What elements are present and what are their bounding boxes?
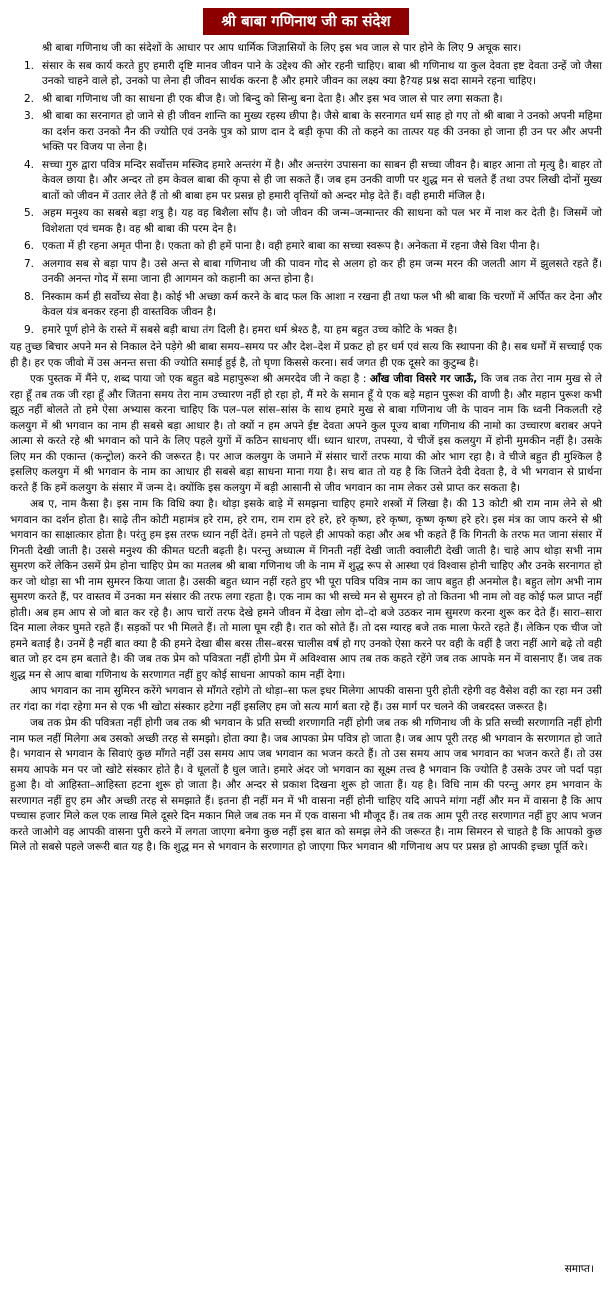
paragraph-desire: आप भगवान का नाम सुमिरन करेंगे भगवान से माँगते रहोगे तो थोड़ा–सा फल इधर मिलेगा आपकी वासना पुरी होती रहेगी वह वैसेश वही का रहा मन उसी तर गंदा का गंदा रहेगा मन से एक भी खोटा संस्कार हटेगा नहीं इसलिए हम जो सत्य मार्ग बता रहे हैं। उस मार्ग पर चलने की जबरदस्त जरूरत है। xyxy=(10,685,602,713)
list-item xyxy=(10,158,602,205)
list-item-text: श्री बाबा गणिनाथ जी का साधना ही एक बीज है। जो बिन्दु को सिन्धु बना देता है। और इस भव जाल से पार लगा सकता है। xyxy=(42,92,503,105)
numbered-points-list xyxy=(10,59,602,339)
end-note: समाप्त। xyxy=(564,1263,594,1275)
list-item-text: अलगाव सब से बड़ा पाप है। उसे अन्त से बाबा गणिनाथ जी की पावन गोद से अलग हो कर ही हम जन्म मरन की जलती आग में झुलसते रहते हैं। उनकी अनन्त गोद में समा जाना ही आगमन को कहानी का अन्त होना है। xyxy=(42,257,602,285)
list-number: 6. xyxy=(24,240,35,252)
list-item xyxy=(10,290,602,321)
list-item-text: अहम मनुश्य का सबसे बड़ा शत्रु है। यह वह बिशैला साँप है। जो जीवन की जन्म–जन्मान्तर की साधना को पल भर में नाश कर देती है। जिसमें जो विशेशता एवं चमक है। वह श्री बाबा की परम देन है। xyxy=(42,207,602,235)
list-number: 4. xyxy=(24,158,35,171)
list-number: 2. xyxy=(24,92,35,105)
page-title: श्री बाबा गणिनाथ जी का संदेश xyxy=(203,8,408,35)
list-item xyxy=(10,323,602,339)
intro-text: श्री बाबा गणिनाथ जी का संदेशों के आधार पर आप धार्मिक जिज्ञासियों के लिए इस भव जाल से पार होने के लिए 9 अचूक सार। xyxy=(42,42,522,54)
list-number: 7. xyxy=(24,257,35,270)
list-item xyxy=(10,239,602,255)
list-item-text: निस्काम कर्म ही सर्वोच्य सेवा है। कोई भी अच्छा कर्म करने के बाद फल कि आशा न रखना ही तथा फल भी श्री बाबा कि चरणों में अर्पित कर देना और केवल यंत्र बनकर रहना ही वास्तविक जीवन है। xyxy=(42,290,602,318)
bold-quote: आँख जीवा विसरे गर जाऊँ, xyxy=(370,373,478,385)
quote-intro-text: एक पुस्तक में मैंने ए, शब्द पाया जो एक बहुत बडे महापुरूश श्री अमरदेव जी ने कहा है : xyxy=(30,373,367,385)
list-item xyxy=(10,257,602,288)
list-item xyxy=(10,109,602,156)
title-banner xyxy=(10,8,602,35)
list-number: 9. xyxy=(24,323,35,336)
list-item xyxy=(10,59,602,90)
quote-explanation-text: कि जब तक तेरा नाम मुख से ले रहा हूँ तब तक जी रहा हूँ और जितना समय तेरा नाम उच्चारण नहीं हो रहा हो, मैं मरे के समान हूँ ये एक बड़े महान पुरूश की वाणी है। और महान पुरूश कभी झूठ नहीं बोलते तो हमे ऐसा अभ्यास करना चाहिए कि पल–पल सांस–सांस के साथ हमारे मुख से बाबा गणिनाथ जी के पावन नाम कि ध्वनी निकलती रहे कलयुग में श्री भगवान का नाम ही सबसे बड़ा आधार है। तो क्यों न हम अपने ईष्ट देवता अपने कुल पूज्य बाबा गणिनाथ की नामो का उच्चारण बराबर अपने आत्मा से करते रहे श्री भगवान को पाने के लिए पहले युगों में कठिन साधनाए थीं। ध्यान धारण, तपस्या, ये चीजें इस कलयुग में होनी मुमकीन नहीं है। उसके लिए मन की एकान्त (कन्ट्रोल) करने की जरूरत है। पर आज कलयुग के जमाने में संसार चारों तरफ माया की ओर भाग रहा है। वे चीजे बहुत ही मुश्किल है इसलिए कलयुग में श्री भगवान के नाम का आधार ही सबसे बड़ा साधना माना गया है। सच बात तो यह है कि जितने देवी देवता है, वे भी भगवान से प्रार्थना करते हैं कि हमें कलयुग के संसार में जन्म दे। क्योंकि इस कलयुग में बड़ी आसानी से जीव भगवान का नाम लेकर उसे प्राप्त कर सकता है। xyxy=(10,373,602,494)
paragraph-after-list: यह तुच्छ बिचार अपने मन से निकाल देने पड़ेगे श्री बाबा समय–समय पर और देश–देश में प्रकट हो हर धर्म एवं सत्य कि स्थापना की है। सब धर्मों में सच्चाई एक ही है। हर एक जीवो में उस अनन्त सत्ता की ज्योति समाई हुई है, तो घृणा किससे करना। सर्व जगत ही एक दूसरे का कुटुम्ब है। xyxy=(10,341,602,369)
paragraph-name-method: अब ए, नाम कैसा है। इस नाम कि विधि क्या है। थोड़ा इसके बाड़े में समझना चाहिए हमारे शस्त्रों में लिखा है। की 13 कोटी श्री राम नाम लेने से श्री भगवान का दर्शन होता है। साढ़े तीन कोटी महामंत्र हरे राम, हरे राम, राम राम हरे हरे, हरे कृष्ण, हरे कृष्ण, कृष्ण कृष्ण हरे हरे। इस मंत्र का जाप करने से श्री भगवान का साक्षात्कार होता है। परंतु हम इस तरफ ध्यान नहीं देतें। हमने तो पहले ही आपको कहा और अब भी कहते हैं कि गिनती के तरफ मत जाना संसार में गिनती देखी जाती है। उससे मनुश्य की कीमत घटती बढ़ती है। परन्तु अध्यात्म में गिनती नहीं देखी जाती क्वालीटी देखी जाती है। चाहे आप थोड़ा सभी नाम सुमरण करें लेकिन उसमें प्रेम होना चाहिए प्रेम का मतलब श्री बाबा गणिनाथ जी के नाम में शुद्ध रूप से आस्था एवं विश्वास होनी चाहिए और उनके सरनागत हो कर जो थोड़ा सा भी नाम सुमरन किया जाता है। उसकी बहुत ध्यान नहीं रहते हुए भी पूरा पवित्र पवित्र नाम का जाप बहुत ही अनमोल है। बहुत लोग अभी नाम सुमरण करते हैं, पर वास्तव में उनका मन संसार की तरफ लगा रहता है। एक नाम का भी सच्चे मन से सुमरन हो तो कितना भी नाम लो वह कोई फल प्राप्त नहीं होती। अब हम आप से जो बात कर रहे है। आप चारों तरफ देखे हमने जीवन में देखा लोग दो–दो बजे उठकर नाम सुमरण करना शुरू कर देते हैं। सारा–सारा दिन माला लेकर घुमते रहते हैं। सड़कों पर भी मिलते हैं। तो माला घूम रही है। रात को सोते हैं। तो दस ग्यारह बजे तक माला फेरते रहते हैं। लेकिन एक चीज जो हमने बताई है। उनमें है नहीं बात क्या है की हमने देखा बीस बरस तीस–बरस चालीस वर्ष हो गए उनको ऐसा करने पर वही के वहीं है जरा नहीं आगे बढ़े तो वही बात जो हर दम हम बताते है। की जब तक प्रेम को पवित्रता नहीं होगी प्रेम में अविश्वास आप तब तक कहते रहेंगे जब तक आपके मन में वासनाए हैं। जब तक शुद्ध मन से आप बाबा गणिनाथ के सरणागत नहीं हुए कोई साधना आपको काम नहीं देगा। xyxy=(10,498,602,681)
list-number: 8. xyxy=(24,290,35,303)
list-item-text: हमारे पूर्ण होने के रास्ते में सबसे बड़ी बाधा तंग दिली है। हमरा धर्म श्रेश्ठ है, या हम बहुत उच्च कोटि के भक्त है। xyxy=(42,323,458,336)
list-item-text: श्री बाबा का सरनागत हो जाने से ही जीवन शान्ति का मुख्य रहस्य छीपा है। जैसे बाबा के सरनागत धर्म साह हो गए तो श्री बाबा ने उनको अपनी महिमा का दर्शन करा उनको नैन की ज्योति एवं उनके पुत्र को प्राण दान दे बड़ी कृपा की तो कहने का तात्पर यह की उनका हो जाना ही उन पर और अपनी भक्ति पर विजय पा लेना है। xyxy=(42,110,602,153)
list-item-text: सच्चा गुरु द्वारा पवित्र मन्दिर सर्वोत्तम मस्जिद हमारे अन्तरंग में है। और अन्तरंग उपासना का साबन ही सच्चा जीवन है। बाहर आना तो मृत्यु है। बाहर तो केवल छाया है। और अन्दर तो हम केवल बाबा की कृपा से ही जा सकते हैं। जब हम उनकी वाणी पर शुद्ध मन से चलते हैं तथा उपर लिखी दोनों मुख्य बातों को जीवन में उतार लेते हैं तो श्री बाबा हम पर प्रसन्न हो हमारी वृत्तियों को अन्दर मोड़ देते हैं। वही हमारी मंजिल है। xyxy=(42,158,602,202)
list-item xyxy=(10,206,602,237)
list-item xyxy=(10,92,602,108)
paragraph-quote-section xyxy=(10,372,602,496)
list-item-text: संसार के सब कार्य करते हुए हमारी दृष्टि मानव जीवन पाने के उद्देश्य की ओर रहनी चाहिए। बाबा श्री गणिनाथ या कुल देवता इष्ट देवता उन्हें जो जैसा उनको चाहने वाले हो, उनको पा लेना ही जीवन सार्थक करना है और हमारे जीवन का लक्ष्य क्या है?यह प्रश्न सदा सामने रहना चाहिए। xyxy=(42,59,602,87)
paragraph-surrender: जब तक प्रेम की पवित्रता नहीं होगी जब तक श्री भगवान के प्रति सच्ची शरणागति नहीं होगी जब तक श्री गणिनाथ जी के प्रति सच्ची सरणागति नहीं होगी नाम फल नहीं मिलेगा अब उसको अच्छी तरह से समझो। होता क्या है। जब आपका प्रेम पवित्र हो जाता है। जब आप पूरी तरह श्री भगवान के सरणागत हो जाते है। भगवान से भगवान के सिवाएं कुछ माँगते नहीं उस समय आप जब भगवान का भजन करते हैं। तो उस समय आप जब भगवान का भजन करते हैं। तो उस समय आपके मन पर जो खोटे संस्कार होते है। वे धूलतों है धुल जाते। हमारे अंदर जो भगवान का सूक्ष्म तत्त्व है भगवान कि ज्योति है उसके उपर जो पर्दा पड़ा हुआ है। वो आहिस्ता–आहिस्ता हटना शुरू हो जाता है। और अन्दर से प्रकाश दिखना शुरू हो जाता हैं। यह है। विधि नाम की परन्तु अगर हम भगवान के सरणागत नहीं हुए हम और अच्छी तरह से समझाते हैं। इतना ही नहीं मन में भी वासना नहीं होनी चाहिए यदि आपने मांगा नहीं और मन में वासना है कि आप पच्चास हजार मिले कल एक लाख मिले दूसरे दिन मकान मिले जब तक मन में एक वासना भी मौजूद हैं। तब तक आम पूरी तरह सरणागत नहीं हुए आप भजन करते जाओगे वह आपकी वासना पुरी करने में लगता जाएगा बनेगा कुछ नहीं इस बात को समझ लेने की जरूरत है। नाम सिमरन से चाहते है कि आपको कुछ मिले तो सबसे पहले जरूरी बात यह है। कि शुद्ध मन से भगवान के सरणागत हो जाएगा फिर भगवान श्री गणिनाथ अप पर प्रसन्न हो आपकी इच्छा पूर्ति करे। xyxy=(10,717,602,853)
list-number: 3. xyxy=(24,110,35,122)
list-number: 1. xyxy=(24,59,35,72)
list-item-text: एकता में ही रहना अमृत पीना है। एकता को ही हमें पाना है। वही हमारे बाबा का सच्चा स्वरूप है। अनेकता में रहना जैसे विश पीना है। xyxy=(42,240,540,252)
list-number: 5. xyxy=(24,207,35,219)
